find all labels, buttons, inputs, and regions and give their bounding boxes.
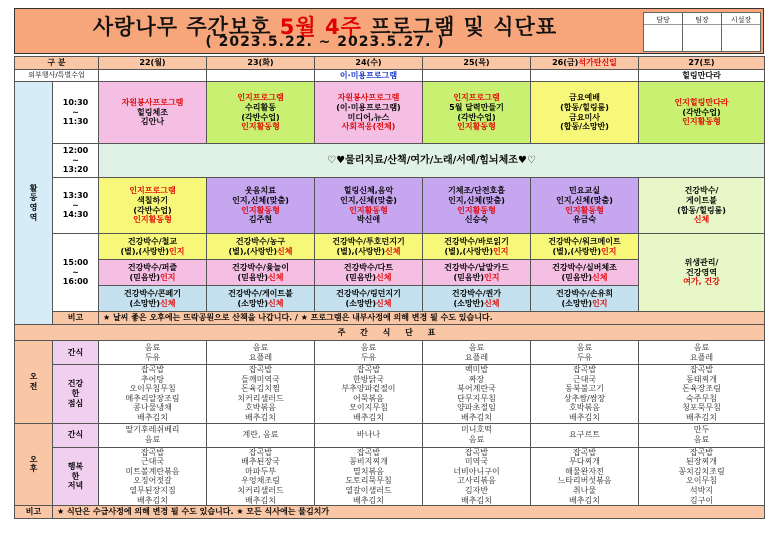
slot4-r1-fri: 건강박수/워크메이트 (별),(사랑반)인지 — [531, 234, 639, 260]
day-wed: 24(수) — [315, 57, 423, 70]
slot2-row — [15, 144, 765, 178]
external-sat: 힐링만다라 — [639, 70, 765, 82]
external-wed: 이·미용프로그램 — [315, 70, 423, 82]
schedule-table — [14, 56, 765, 519]
external-tue — [207, 70, 315, 82]
slot1-row — [15, 82, 765, 144]
slot4-r3-thu: 건강박수/퀀가 (소망반)신체 — [423, 286, 531, 312]
pm-snack-label: 간식 — [53, 423, 99, 447]
external-fri — [531, 70, 639, 82]
slot4-row1 — [15, 234, 765, 260]
slot4-r2-tue: 건강박수/윷놀이 (믿음반)신체 — [207, 260, 315, 286]
lunch-label: 건강 한 점심 — [53, 365, 99, 424]
program-note-row — [15, 312, 765, 325]
program-note: ★ 날씨 좋은 오후에는 뜨락공원으로 산책을 나갑니다. / ★ 프로그램은 내부사정에 의해 변경 될 수도 있습니다. — [99, 312, 765, 325]
period-subtitle: ( 2023.5.22. ~ 2023.5.27. ) — [205, 34, 445, 50]
page-title: 사랑나무 주간보호 5월 4주 프로그램 및 식단표 — [92, 15, 558, 39]
slot3-thu: 기체조/단전호흡 인지,신체(맞춤) 인지활동형 신승숙 — [423, 178, 531, 234]
slot4-sat: 위생관리/ 건강영역 여가, 건강 — [639, 234, 765, 312]
dinner-tue: 잡곡밥 배추된장국 마파두부 우엉채조림 치커리샐러드 배추김치 — [207, 447, 315, 506]
am-snack-tue: 음료 요플레 — [207, 341, 315, 365]
am-snack-wed: 음료 두유 — [315, 341, 423, 365]
slot3-mon: 인지프로그램 색칠하기 (각반수업) 인지활동형 — [99, 178, 207, 234]
am-snack-label: 간식 — [53, 341, 99, 365]
slot4-r1-tue: 건강박수/농구 (별),(사랑반)신체 — [207, 234, 315, 260]
approval-box: 담당 — [643, 12, 683, 52]
meal-title: 주 간 식 단 표 — [15, 325, 765, 341]
meal-title-row — [15, 325, 765, 341]
am-snack-sat: 음료 요플레 — [639, 341, 765, 365]
am-snack-fri: 음료 두유 — [531, 341, 639, 365]
lunch-wed: 잡곡밥 한방닭국 부추양파겉절이 어묵볶음 모이지무침 배추김치 — [315, 365, 423, 424]
slot4-r1-thu: 건강박수/바로읽기 (별),(사랑반)인지 — [423, 234, 531, 260]
am-snack-thu: 음료 요플레 — [423, 341, 531, 365]
time-slot1: 10:30 ~ 11:30 — [53, 82, 99, 144]
time-slot4: 15:00 ~ 16:00 — [53, 234, 99, 312]
meal-note-row — [15, 506, 765, 519]
pm-snack-row — [15, 423, 765, 447]
slot4-r1-mon: 건강박수/철교 (별),(사랑반)인지 — [99, 234, 207, 260]
approval-box: 시설장 — [721, 12, 761, 52]
am-snack-mon: 음료 두유 — [99, 341, 207, 365]
slot1-sat: 인지힐링만다라 (각반수업) 인지활동형 — [639, 82, 765, 144]
slot3-row — [15, 178, 765, 234]
day-fri: 26(금)석가탄신일 — [531, 57, 639, 70]
slot1-fri: 금요예배 (합동/힐링룸) 금요미사 (합동/소망반) — [531, 82, 639, 144]
note-label: 비고 — [53, 312, 99, 325]
dinner-row — [15, 447, 765, 506]
lunch-row — [15, 365, 765, 424]
approval-boxes — [644, 12, 761, 52]
slot4-r2-mon: 건강박수/퍼즐 (믿음반)인지 — [99, 260, 207, 286]
dinner-wed: 잡곡밥 꽁비지찌개 멸치볶음 도토리묵무침 열갈이샐러드 배추김치 — [315, 447, 423, 506]
am-label: 오 전 — [15, 341, 53, 424]
activity-side-label: 활 동 영 역 — [15, 82, 53, 325]
slot1-tue: 인지프로그램 수리활동 (각반수업) 인지활동형 — [207, 82, 315, 144]
approval-box: 팀장 — [682, 12, 722, 52]
dinner-thu: 잡곡밥 미역국 너비아니구이 고사리볶음 김자반 배추김치 — [423, 447, 531, 506]
lunch-mon: 잡곡밥 추어탕 오이무침무침 메추리알장조림 콩나물냉채 배추김치 — [99, 365, 207, 424]
slot1-mon: 자원봉사프로그램 힐링체조 김안나 — [99, 82, 207, 144]
slot1-wed: 자원봉사프로그램 (이·미용프로그램) 미디어,뉴스 사회적응(전체) — [315, 82, 423, 144]
pm-snack-fri: 요구르트 — [531, 423, 639, 447]
day-thu: 25(목) — [423, 57, 531, 70]
slot4-r3-wed: 건강박수/링던지기 (소망반)신체 — [315, 286, 423, 312]
slot4-r1-wed: 건강박수/투호던지기 (별),(사랑반)신체 — [315, 234, 423, 260]
am-snack-row — [15, 341, 765, 365]
day-sat: 27(토) — [639, 57, 765, 70]
slot4-r2-fri: 건강박수/실버체조 (믿음반)신체 — [531, 260, 639, 286]
external-row — [15, 70, 765, 82]
dinner-mon: 잡곡밥 근대국 미트볼계란볶음 오징어젓갈 열무된장지짐 배추김치 — [99, 447, 207, 506]
lunch-fri: 잡곡밥 근대국 동북불고기 상추쌈/쌈장 호박볶음 배추김치 — [531, 365, 639, 424]
slot3-tue: 웃음치료 인지,신체(맞춤) 인지활동형 김주현 — [207, 178, 315, 234]
external-label: 외부행사/특별수업 — [15, 70, 99, 82]
lunch-tue: 잡곡밥 들깨미역국 돈육김치찜 치커리샐러드 호박볶음 배추김치 — [207, 365, 315, 424]
slot1-thu: 인지프로그램 5월 달력만들기 (각반수업) 인지활동형 — [423, 82, 531, 144]
lunch-thu: 백미밥 짜장 북어계란국 단무지무침 양파초절임 배추김치 — [423, 365, 531, 424]
time-slot3: 13:30 ~ 14:30 — [53, 178, 99, 234]
slot3-wed: 힐링신체,음악 인지,신체(맞춤) 인지활동형 박신애 — [315, 178, 423, 234]
slot2-common: ♡♥물리치료/산책/여가/노래/서예/힘뇌체조♥♡ — [99, 144, 765, 178]
slot4-r3-mon: 건강박수/콘페기 (소망반)신체 — [99, 286, 207, 312]
external-mon — [99, 70, 207, 82]
pm-snack-tue: 계란, 음료 — [207, 423, 315, 447]
slot4-r3-fri: 건강박수/손유희 (소망반)인지 — [531, 286, 639, 312]
slot4-r2-thu: 건강박수/낱말카드 (믿음반)인지 — [423, 260, 531, 286]
slot4-r2-wed: 건강박수/다트 (믿음반)신체 — [315, 260, 423, 286]
header-banner — [14, 8, 764, 54]
external-thu — [423, 70, 531, 82]
pm-snack-mon: 딸기후레쉬베리 음료 — [99, 423, 207, 447]
slot3-sat: 건강박수/ 게이트볼 (합동/힐링룸) 신체 — [639, 178, 765, 234]
meal-note-label: 비고 — [15, 506, 53, 519]
category-label: 구 분 — [15, 57, 99, 70]
meal-note: ★ 식단은 수급사정에 의해 변경 될 수도 있습니다. ★ 모든 식사에는 물김치가 — [53, 506, 765, 519]
day-header-row — [15, 57, 765, 70]
lunch-sat: 잡곡밥 동태찌개 돈육장조림 숙주무침 청포묵무침 배추김치 — [639, 365, 765, 424]
pm-snack-wed: 바나나 — [315, 423, 423, 447]
time-slot2: 12:00 ~ 13:20 — [53, 144, 99, 178]
slot4-r3-tue: 건강박수/게이트볼 (소망반)신체 — [207, 286, 315, 312]
dinner-fri: 잡곡밥 무다찌개 해물완자전 느타리버섯볶음 취나물 배추김치 — [531, 447, 639, 506]
pm-label: 오 후 — [15, 423, 53, 506]
day-mon: 22(월) — [99, 57, 207, 70]
pm-snack-thu: 미니호떡 음료 — [423, 423, 531, 447]
dinner-label: 행복 한 저녁 — [53, 447, 99, 506]
dinner-sat: 잡곡밥 된장찌개 꽁치김치조림 오이무침 석박지 김구이 — [639, 447, 765, 506]
slot3-fri: 민요교실 인지,신체(맞춤) 인지활동형 유금숙 — [531, 178, 639, 234]
pm-snack-sat: 만두 음료 — [639, 423, 765, 447]
day-tue: 23(화) — [207, 57, 315, 70]
